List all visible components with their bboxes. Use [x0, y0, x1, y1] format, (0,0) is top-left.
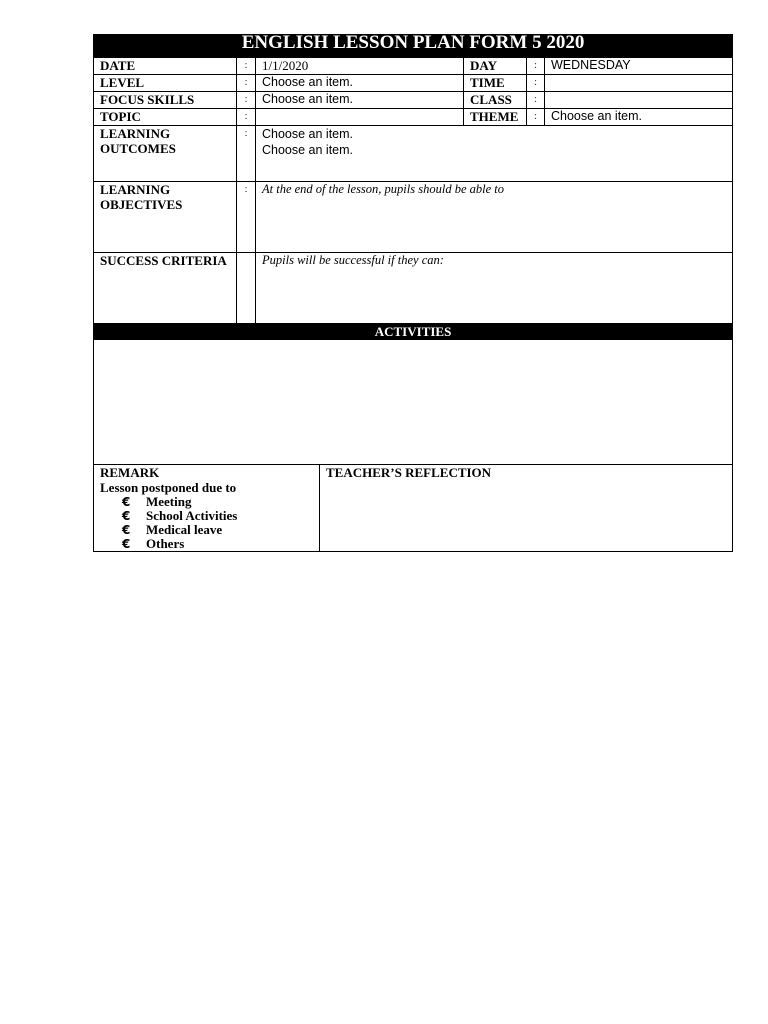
theme-dropdown[interactable]: Choose an item. — [545, 109, 733, 126]
day-label: DAY — [464, 58, 527, 75]
success-criteria-colon-cell — [237, 253, 256, 324]
activities-content[interactable] — [94, 340, 733, 465]
topic-value[interactable] — [256, 109, 464, 126]
class-label: CLASS — [464, 92, 527, 109]
row-level-time — [94, 75, 733, 92]
list-item[interactable] — [122, 509, 313, 523]
date-label: DATE — [94, 58, 237, 75]
colon: : — [237, 58, 256, 75]
remark-title: REMARK — [100, 465, 160, 480]
title-row — [94, 35, 733, 58]
euro-bullet-icon: € — [122, 495, 131, 509]
colon: : — [237, 126, 256, 182]
colon: : — [237, 109, 256, 126]
row-learning-outcomes — [94, 126, 733, 182]
learning-objectives-label — [94, 182, 237, 253]
colon: : — [237, 92, 256, 109]
day-value[interactable]: WEDNESDAY — [545, 58, 733, 75]
reason-label: School Activities — [146, 508, 238, 523]
learning-objectives-label-line1: LEARNING — [100, 182, 171, 197]
remark-subtitle: Lesson postponed due to — [100, 480, 237, 495]
learning-outcomes-label — [94, 126, 237, 182]
learning-outcome-dropdown[interactable]: Choose an item. — [262, 143, 354, 157]
time-value[interactable] — [545, 75, 733, 92]
row-learning-objectives — [94, 182, 733, 253]
reflection-cell[interactable] — [320, 465, 733, 552]
remark-cell — [94, 465, 320, 552]
level-dropdown[interactable]: Choose an item. — [256, 75, 464, 92]
learning-objectives-label-line2: OBJECTIVES — [100, 197, 183, 212]
colon: : — [237, 182, 256, 253]
row-activities — [94, 340, 733, 465]
learning-outcome-dropdown[interactable]: Choose an item. — [262, 127, 354, 141]
postpone-reason-list — [100, 495, 313, 551]
learning-outcomes-label-line2: OUTCOMES — [100, 141, 176, 156]
list-item[interactable] — [122, 495, 313, 509]
row-focus-class — [94, 92, 733, 109]
lesson-plan-sheet — [93, 34, 732, 551]
topic-label: TOPIC — [94, 109, 237, 126]
class-value[interactable] — [545, 92, 733, 109]
reflection-title: TEACHER’S REFLECTION — [326, 465, 492, 480]
colon: : — [527, 75, 545, 92]
colon: : — [527, 92, 545, 109]
theme-label: THEME — [464, 109, 527, 126]
reason-label: Meeting — [146, 494, 192, 509]
focus-skills-dropdown[interactable]: Choose an item. — [256, 92, 464, 109]
row-remark-reflection — [94, 465, 733, 552]
page-title: ENGLISH LESSON PLAN FORM 5 2020 — [94, 35, 733, 58]
list-item[interactable] — [122, 523, 313, 537]
list-item[interactable] — [122, 537, 313, 551]
success-criteria-label: SUCCESS CRITERIA — [94, 253, 237, 324]
reason-label: Medical leave — [146, 522, 223, 537]
row-date-day — [94, 58, 733, 75]
success-criteria-text[interactable]: Pupils will be successful if they can: — [256, 253, 733, 324]
time-label: TIME — [464, 75, 527, 92]
activities-header-row — [94, 324, 733, 340]
euro-bullet-icon: € — [122, 537, 131, 551]
reason-label: Others — [146, 536, 185, 551]
colon: : — [237, 75, 256, 92]
level-label: LEVEL — [94, 75, 237, 92]
colon: : — [527, 58, 545, 75]
date-value[interactable]: 1/1/2020 — [256, 58, 464, 75]
euro-bullet-icon: € — [122, 509, 131, 523]
activities-header: ACTIVITIES — [94, 324, 733, 340]
row-topic-theme — [94, 109, 733, 126]
row-success-criteria — [94, 253, 733, 324]
euro-bullet-icon: € — [122, 523, 131, 537]
learning-objectives-text[interactable]: At the end of the lesson, pupils should be able to — [256, 182, 733, 253]
lesson-plan-table — [93, 34, 733, 552]
learning-outcomes-values — [256, 126, 733, 182]
focus-skills-label: FOCUS SKILLS — [94, 92, 237, 109]
colon: : — [527, 109, 545, 126]
learning-outcomes-label-line1: LEARNING — [100, 126, 171, 141]
